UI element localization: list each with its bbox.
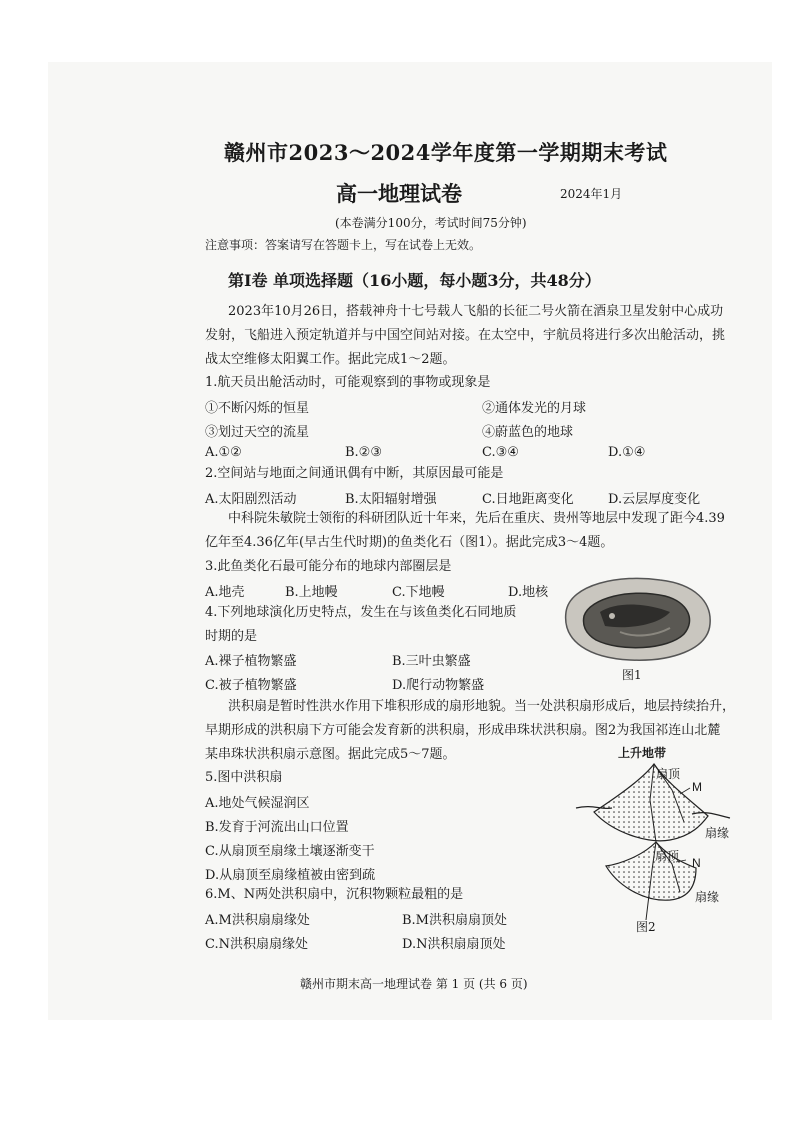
q1-item-4: ④蔚蓝色的地球 — [482, 425, 574, 440]
passage3-line3: 某串珠状洪积扇示意图。据此完成5～7题。 — [205, 747, 456, 762]
section-title: 第Ⅰ卷 单项选择题（16小题，每小题3分，共48分） — [228, 271, 601, 290]
page-footer: 赣州市期末高一地理试卷 第 1 页 (共 6 页) — [300, 977, 528, 991]
q1-option-d: D.①④ — [608, 445, 646, 460]
q5-option-d: D.从扇顶至扇缘植被由密到疏 — [205, 868, 376, 883]
fig2-top-apex-label: 扇顶 — [656, 767, 681, 781]
q3-option-a: A.地壳 — [205, 585, 245, 600]
q4-option-c: C.被子植物繁盛 — [205, 678, 297, 693]
q3-option-d: D.地核 — [508, 585, 549, 600]
q5-option-c: C.从扇顶至扇缘土壤逐渐变干 — [205, 844, 375, 859]
q1-item-2: ②通体发光的月球 — [482, 401, 587, 416]
q6-option-c: C.N洪积扇扇缘处 — [205, 937, 308, 952]
passage3-line2: 早期形成的洪积扇下方可能会发育新的洪积扇，形成串珠状洪积扇。图2为我国祁连山北麓 — [205, 723, 721, 738]
q5-stem: 5.图中洪积扇 — [205, 770, 283, 785]
passage1-line1: 2023年10月26日，搭载神舟十七号载人飞船的长征二号火箭在酒泉卫星发射中心成功 — [228, 304, 724, 319]
q5-option-a: A.地处气候湿润区 — [205, 796, 310, 811]
q1-stem: 1.航天员出舱活动时，可能观察到的事物或现象是 — [205, 375, 491, 390]
q1-item-3: ③划过天空的流星 — [205, 425, 310, 440]
fig2-label-n: N — [692, 856, 701, 870]
q6-option-d: D.N洪积扇扇顶处 — [402, 937, 506, 952]
q4-option-b: B.三叶虫繁盛 — [392, 654, 471, 669]
q6-option-b: B.M洪积扇扇顶处 — [402, 913, 507, 928]
fig2-label-m: M — [692, 780, 702, 794]
q1-option-b: B.②③ — [345, 445, 382, 460]
q2-option-a: A.太阳剧烈活动 — [205, 492, 297, 507]
q1-option-c: C.③④ — [482, 445, 519, 460]
q3-stem: 3.此鱼类化石最可能分布的地球内部圈层是 — [205, 559, 452, 574]
q4-stem-line2: 时期的是 — [205, 629, 258, 644]
exam-subtitle: 高一地理试卷 — [336, 181, 462, 206]
exam-title: 赣州市2023～2024学年度第一学期期末考试 — [224, 140, 668, 165]
fig2-bottom-apex-label: 扇顶 — [655, 849, 680, 863]
fish-fossil-figure — [560, 572, 715, 664]
q1-option-a: A.①② — [205, 445, 242, 460]
q5-option-b: B.发育于河流出山口位置 — [205, 820, 349, 835]
fig2-bottom-edge-label: 扇缘 — [695, 890, 720, 904]
q3-option-b: B.上地幔 — [285, 585, 338, 600]
passage1-line3: 战太空维修太阳翼工作。据此完成1～2题。 — [205, 352, 456, 367]
q2-stem: 2.空间站与地面之间通讯偶有中断，其原因最可能是 — [205, 466, 504, 481]
q1-item-1: ①不断闪烁的恒星 — [205, 401, 310, 416]
q3-option-c: C.下地幔 — [392, 585, 445, 600]
q6-option-a: A.M洪积扇扇缘处 — [205, 913, 310, 928]
q4-option-a: A.裸子植物繁盛 — [205, 654, 297, 669]
fig2-caption: 图2 — [636, 920, 656, 934]
exam-notice: 注意事项：答案请写在答题卡上，写在试卷上无效。 — [205, 238, 482, 252]
fig1-caption: 图1 — [622, 668, 642, 682]
passage3-line1: 洪积扇是暂时性洪水作用下堆积形成的扇形地貌。当一处洪积扇形成后，地层持续抬升， — [228, 699, 736, 714]
fig2-top-edge-label: 扇缘 — [705, 826, 730, 840]
exam-date: 2024年1月 — [560, 187, 623, 201]
fig2-title: 上升地带 — [618, 746, 667, 760]
q2-option-d: D.云层厚度变化 — [608, 492, 701, 507]
q2-option-c: C.日地距离变化 — [482, 492, 574, 507]
passage1-line2: 发射，飞船进入预定轨道并与中国空间站对接。在太空中，宇航员将进行多次出舱活动，挑 — [205, 328, 726, 343]
q4-option-d: D.爬行动物繁盛 — [392, 678, 485, 693]
exam-meta: (本卷满分100分，考试时间75分钟) — [335, 216, 527, 230]
q4-stem-line1: 4.下列地球演化历史特点，发生在与该鱼类化石同地质 — [205, 605, 517, 620]
passage2-line2: 亿年至4.36亿年(早古生代时期)的鱼类化石（图1）。据此完成3～4题。 — [205, 535, 614, 550]
passage2-line1: 中科院朱敏院士领衔的科研团队近十年来，先后在重庆、贵州等地层中发现了距今4.39 — [228, 511, 725, 526]
q6-stem: 6.M、N两处洪积扇中，沉积物颗粒最粗的是 — [205, 887, 464, 902]
q2-option-b: B.太阳辐射增强 — [345, 492, 437, 507]
